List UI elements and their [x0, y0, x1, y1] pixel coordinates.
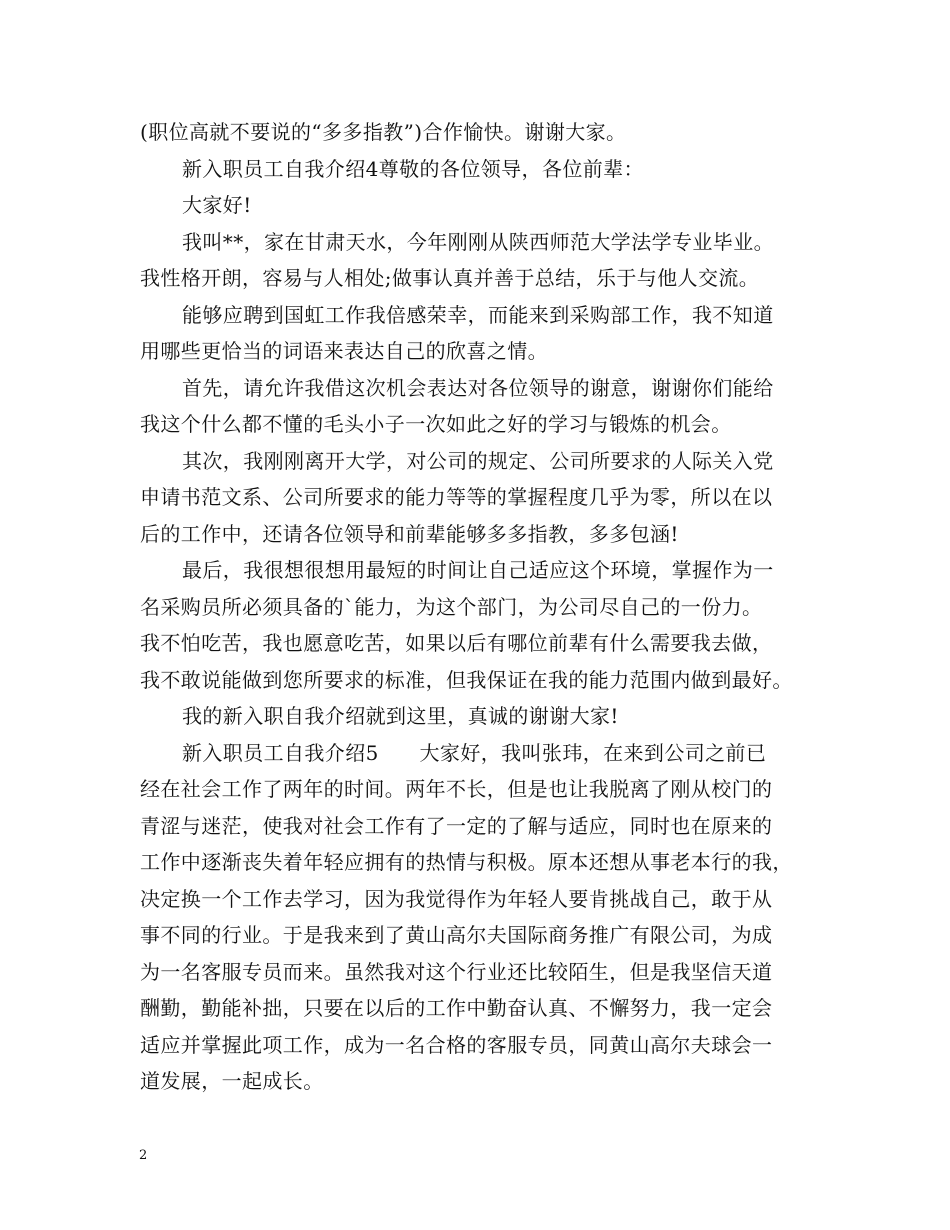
text-line: 适应并掌握此项工作，成为一名合格的客服专员，同黄山高尔夫球会一: [140, 1032, 773, 1057]
text-line: 我这个什么都不懂的毛头小子一次如此之好的学习与锻炼的机会。: [140, 412, 732, 436]
text-line: 新入职员工自我介绍5 大家好，我叫张玮，在来到公司之前已: [182, 740, 767, 765]
text-line: 我不怕吃苦，我也愿意吃苦，如果以后有哪位前辈有什么需要我去做，: [140, 631, 773, 655]
text-line: 酬勤，勤能补拙，只要在以后的工作中勤奋认真、不懈努力，我一定会: [140, 996, 773, 1020]
text-line: 后的工作中，还请各位领导和前辈能够多多指教，多多包涵!: [140, 521, 679, 546]
text-line: 决定换一个工作去学习，因为我觉得作为年轻人要肯挑战自己，敢于从: [140, 886, 773, 911]
text-line: 申请书范文系、公司所要求的能力等等的掌握程度几乎为零，所以在以: [140, 485, 773, 509]
text-line: 为一名客服专员而来。虽然我对这个行业还比较陌生，但是我坚信天道: [140, 959, 773, 984]
text-line: 用哪些更恰当的词语来表达自己的欣喜之情。: [140, 339, 548, 363]
text-line: 工作中逐渐丧失着年轻应拥有的热情与积极。原本还想从事老本行的我，: [140, 850, 793, 874]
text-line: 其次，我刚刚离开大学，对公司的规定、公司所要求的人际关入党: [182, 448, 774, 473]
text-line: 经在社会工作了两年的时间。两年不长，但是也让我脱离了刚从校门的: [140, 777, 773, 801]
text-line: (职位高就不要说的“多多指教”)合作愉快。谢谢大家。: [140, 120, 627, 144]
text-line: 最后，我很想很想用最短的时间让自己适应这个环境，掌握作为一: [182, 558, 774, 582]
text-line: 事不同的行业。于是我来到了黄山高尔夫国际商务推广有限公司，为成: [140, 923, 773, 947]
text-line: 大家好!: [182, 193, 252, 217]
text-line: 名采购员所必须具备的`能力，为这个部门，为公司尽自己的一份力。: [140, 594, 763, 619]
body-text: [140, 114, 820, 1100]
text-line: 我不敢说能做到您所要求的标准，但我保证在我的能力范围内做到最好。: [140, 667, 793, 692]
text-line: 新入职员工自我介绍4尊敬的各位领导，各位前辈：: [182, 156, 644, 181]
text-line: 首先，请允许我借这次机会表达对各位领导的谢意，谢谢你们能给: [182, 375, 774, 400]
text-line: 道发展，一起成长。: [140, 1069, 324, 1093]
text-line: 能够应聘到国虹工作我倍感荣幸，而能来到采购部工作，我不知道: [182, 302, 774, 327]
text-line: 我叫**，家在甘肃天水，今年刚刚从陕西师范大学法学专业毕业。: [182, 229, 774, 254]
text-line: 我的新入职自我介绍就到这里，真诚的谢谢大家!: [182, 704, 619, 728]
text-line: 青涩与迷茫，使我对社会工作有了一定的了解与适应，同时也在原来的: [140, 813, 773, 838]
text-line: 我性格开朗，容易与人相处;做事认真并善于总结，乐于与他人交流。: [140, 266, 760, 290]
page-number: 2: [139, 1148, 148, 1163]
